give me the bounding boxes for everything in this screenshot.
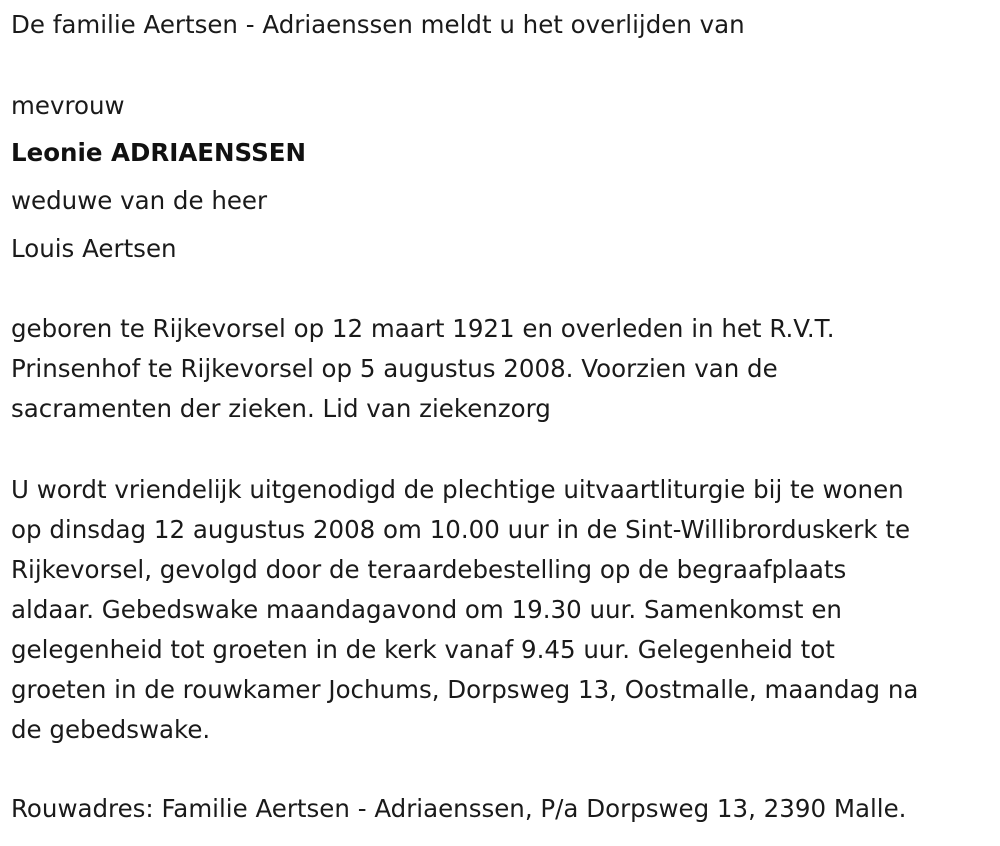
funeral-line-5: gelegenheid tot groeten in de kerk vanaf 9.45 uur. Gelegenheid tot — [11, 635, 835, 664]
funeral-line-7: de gebedswake. — [11, 715, 211, 744]
funeral-line-1: U wordt vriendelijk uitgenodigd de plechtige uitvaartliturgie bij te wonen — [11, 475, 904, 504]
funeral-line-3: Rijkevorsel, gevolgd door de teraardebestelling op de begraafplaats — [11, 555, 847, 584]
funeral-line-6: groeten in de rouwkamer Jochums, Dorpsweg 13, Oostmalle, maandag na — [11, 675, 919, 704]
birth-death-line-2: Prinsenhof te Rijkevorsel op 5 augustus 2008. Voorzien van de — [11, 354, 778, 383]
address-line: Rouwadres: Familie Aertsen - Adriaenssen, P/a Dorpsweg 13, 2390 Malle. — [11, 794, 907, 823]
deceased-name: Leonie ADRIAENSSEN — [11, 138, 306, 167]
funeral-line-2: op dinsdag 12 augustus 2008 om 10.00 uur in de Sint-Willibrorduskerk te — [11, 515, 911, 544]
intro-line: De familie Aertsen - Adriaenssen meldt u het overlijden van — [11, 10, 745, 39]
funeral-line-4: aldaar. Gebedswake maandagavond om 19.30 uur. Samenkomst en — [11, 595, 842, 624]
relation-line: weduwe van de heer — [11, 186, 268, 215]
funeral-paragraph — [11, 470, 996, 750]
birth-death-line-1: geboren te Rijkevorsel op 12 maart 1921 en overleden in het R.V.T. — [11, 314, 835, 343]
birth-death-paragraph — [11, 309, 996, 429]
birth-death-line-3: sacramenten der zieken. Lid van ziekenzorg — [11, 394, 551, 423]
salutation: mevrouw — [11, 91, 125, 120]
spouse-name: Louis Aertsen — [11, 234, 177, 263]
